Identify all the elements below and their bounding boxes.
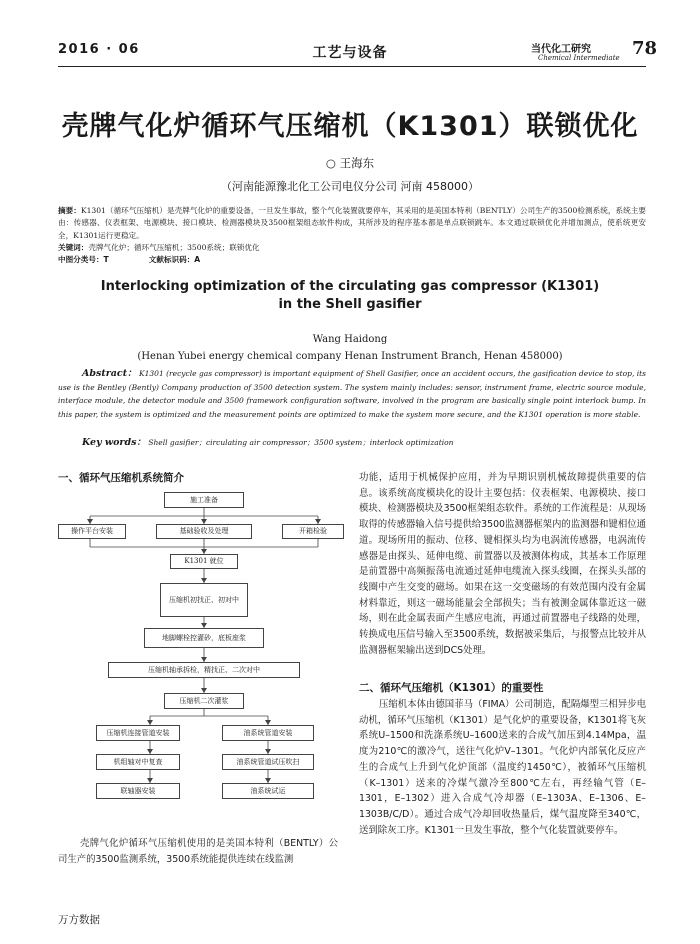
right-paragraph-2: 压缩机本体由德国菲马（FIMA）公司制造，配隔爆型三相异步电动机，循环气压缩机（K1301）是气化炉的重要设备，K1301将飞灰系统U–1500和洗涤系统U–1600送来的合成气加压到4.14Mpa，温度为210℃的激冷气，送往气化炉V–1301。气化炉内部氧化反应产生的合成气上升到气化炉顶部（温度约1450℃），被循环气压缩机（K–1301）送来的冷煤气激冷至800℃左右，再经输气管（E–1301，E–1302）进入合成气冷却器（E–1303A、E–1306、E–1303B/C/D）。通过合成气冷却回收热量后，煤气温度降至340℃，送到除灰工序。K1301一旦发生事故，整个气化装置就要停车。 (359, 699, 646, 836)
title-en-line1: Interlocking optimization of the circulating gas compressor (K1301) (100, 279, 600, 294)
keywords-en-block (82, 434, 453, 448)
header-rule (58, 66, 646, 67)
flow-step-oil-install: 油系统管道安装 (222, 725, 314, 741)
page-number: 78 (632, 38, 658, 59)
journal-name-en: Chemical Intermediate (538, 54, 620, 62)
keywords-en-label: Key words： (82, 437, 146, 448)
document-code: 文献标识码：A (148, 255, 201, 265)
abstract-en-label: Abstract： (82, 368, 137, 379)
journal-name-cn: 当代化工研究 (531, 44, 591, 55)
flow-step-unpack: 开箱检验 (282, 524, 344, 539)
abstract-cn-block (58, 205, 646, 266)
article-title-en (0, 278, 700, 314)
article-title-cn: 壳牌气化炉循环气压缩机（K1301）联锁优化 (61, 111, 639, 142)
author-cn: ○ 王海东 (325, 156, 375, 170)
flow-step-platform: 操作平台安装 (58, 524, 126, 539)
abstract-en-text: K1301 (recycle gas compressor) is important equipment of Shell Gasifier, once an accident occurs, the gasification device to stop, its use is the Bentley (Bently) Company production of 3500 detection system. The system mainly includes: sensor, instrument frame, electric source module, interface module, the detector module and 3500 framework configuration software, involved in the program are basically single point interlock bump. In this paper, the system is optimized and the measurement points are optimized to make the system more secure, and the K1301 operation is more stable. (58, 369, 646, 419)
right-paragraph-1: 功能，适用于机械保护应用，并为早期识别机械故障提供重要的信息。该系统高度模块化的设计主要包括：仪表框架、电源模块、接口模块、检测器模块及3500框架组态软件。系统的工作流程是：从现场取得的传感器输入信号提供给3500监测器框架内的监测器和键相位通道。现场所用的振动、位移、键相探头均为电涡流传感器，电涡流传感器是由探头、延伸电缆、前置器以及被测体构成，其基本工作原理是前置器中高频振荡电流通过延伸电缆流入探头线圈，在探头头部的线圈中产生交变的磁场。如果在这一交变磁场的有效范围内没有金属材料靠近，则这一磁场能量会全部损失；当有被测金属体靠近这一磁场，则在此金属表面产生感应电流，再通过前置器电子线路的处理，转换成电压信号输入至3500系统，数据被采集后，与报警点比较并从监测器框架输出送到DCS处理。 (359, 472, 646, 656)
flow-step-bearing: 压缩机轴承拆检，精找正、二次对中 (108, 662, 300, 678)
section-1-paragraph: 壳牌气化炉循环气压缩机使用的是美国本特利（BENTLY）公司生产的3500监测系统，3500系统能提供连续在线监测 (58, 838, 338, 865)
author-en: Wang Haidong (312, 334, 388, 345)
flow-step-coupling: 联轴器安装 (96, 783, 180, 799)
abstract-cn-label: 摘要： (58, 206, 81, 215)
flow-step-oil-flush: 油系统管道试压吹扫 (222, 754, 314, 770)
flow-step-align-check: 机组轴对中复查 (96, 754, 180, 770)
flow-step-initial-align: 压缩机初找正、初对中 (160, 583, 248, 617)
affiliation-en: (Henan Yubei energy chemical company Henan Instrument Branch, Henan 458000) (137, 351, 563, 362)
flow-step-pipe-conn: 压缩机连接管道安装 (96, 725, 180, 741)
flow-step-foundation: 基础验收及处理 (156, 524, 252, 539)
flow-step-secondary-grout: 压缩机二次灌浆 (164, 693, 244, 709)
title-en-line2: in the Shell gasifier (278, 297, 422, 312)
affiliation-cn: （河南能源豫北化工公司电仪分公司 河南 458000） (221, 180, 479, 193)
abstract-en-block (58, 367, 646, 421)
section-2-heading: 二、循环气压缩机（K1301）的重要性 (359, 682, 544, 694)
flow-step-oil-test: 油系统试运 (222, 783, 314, 799)
flow-step-prep: 施工准备 (164, 492, 244, 508)
flow-step-grout: 地脚螺栓控灌砂，底板座浆 (144, 628, 264, 648)
keywords-en-text: Shell gasifier；circulating air compressor；3500 system；interlock optimization (148, 438, 454, 447)
keywords-cn-label: 关键词： (58, 242, 89, 252)
section-1-heading: 一、循环气压缩机系统简介 (58, 472, 184, 484)
abstract-cn-text: K1301（循环气压缩机）是壳牌气化炉的重要设备，一旦发生事故，整个气化装置就要停车，其采用的是美国本特利（BENTLY）公司生产的3500检测系统，系统主要由：传感器、仪表框架、电源模块、接口模块、检测器模块及3500框架组态软件构成，其所涉及的程序基本都是单点联锁跳车。本文通过联锁优化并增加测点，使系统更安全，K1301运行更稳定。 (58, 206, 646, 240)
section-label: 工艺与设备 (312, 45, 388, 61)
issue-label: 2016 · 06 (58, 42, 140, 57)
clc-number: 中图分类号：T (58, 255, 109, 265)
keywords-cn-text: 壳牌气化炉；循环气压缩机；3500系统；联锁优化 (88, 242, 260, 252)
footer-watermark: 万方数据 (58, 914, 100, 926)
flow-step-k1301: K1301 就位 (170, 554, 238, 569)
